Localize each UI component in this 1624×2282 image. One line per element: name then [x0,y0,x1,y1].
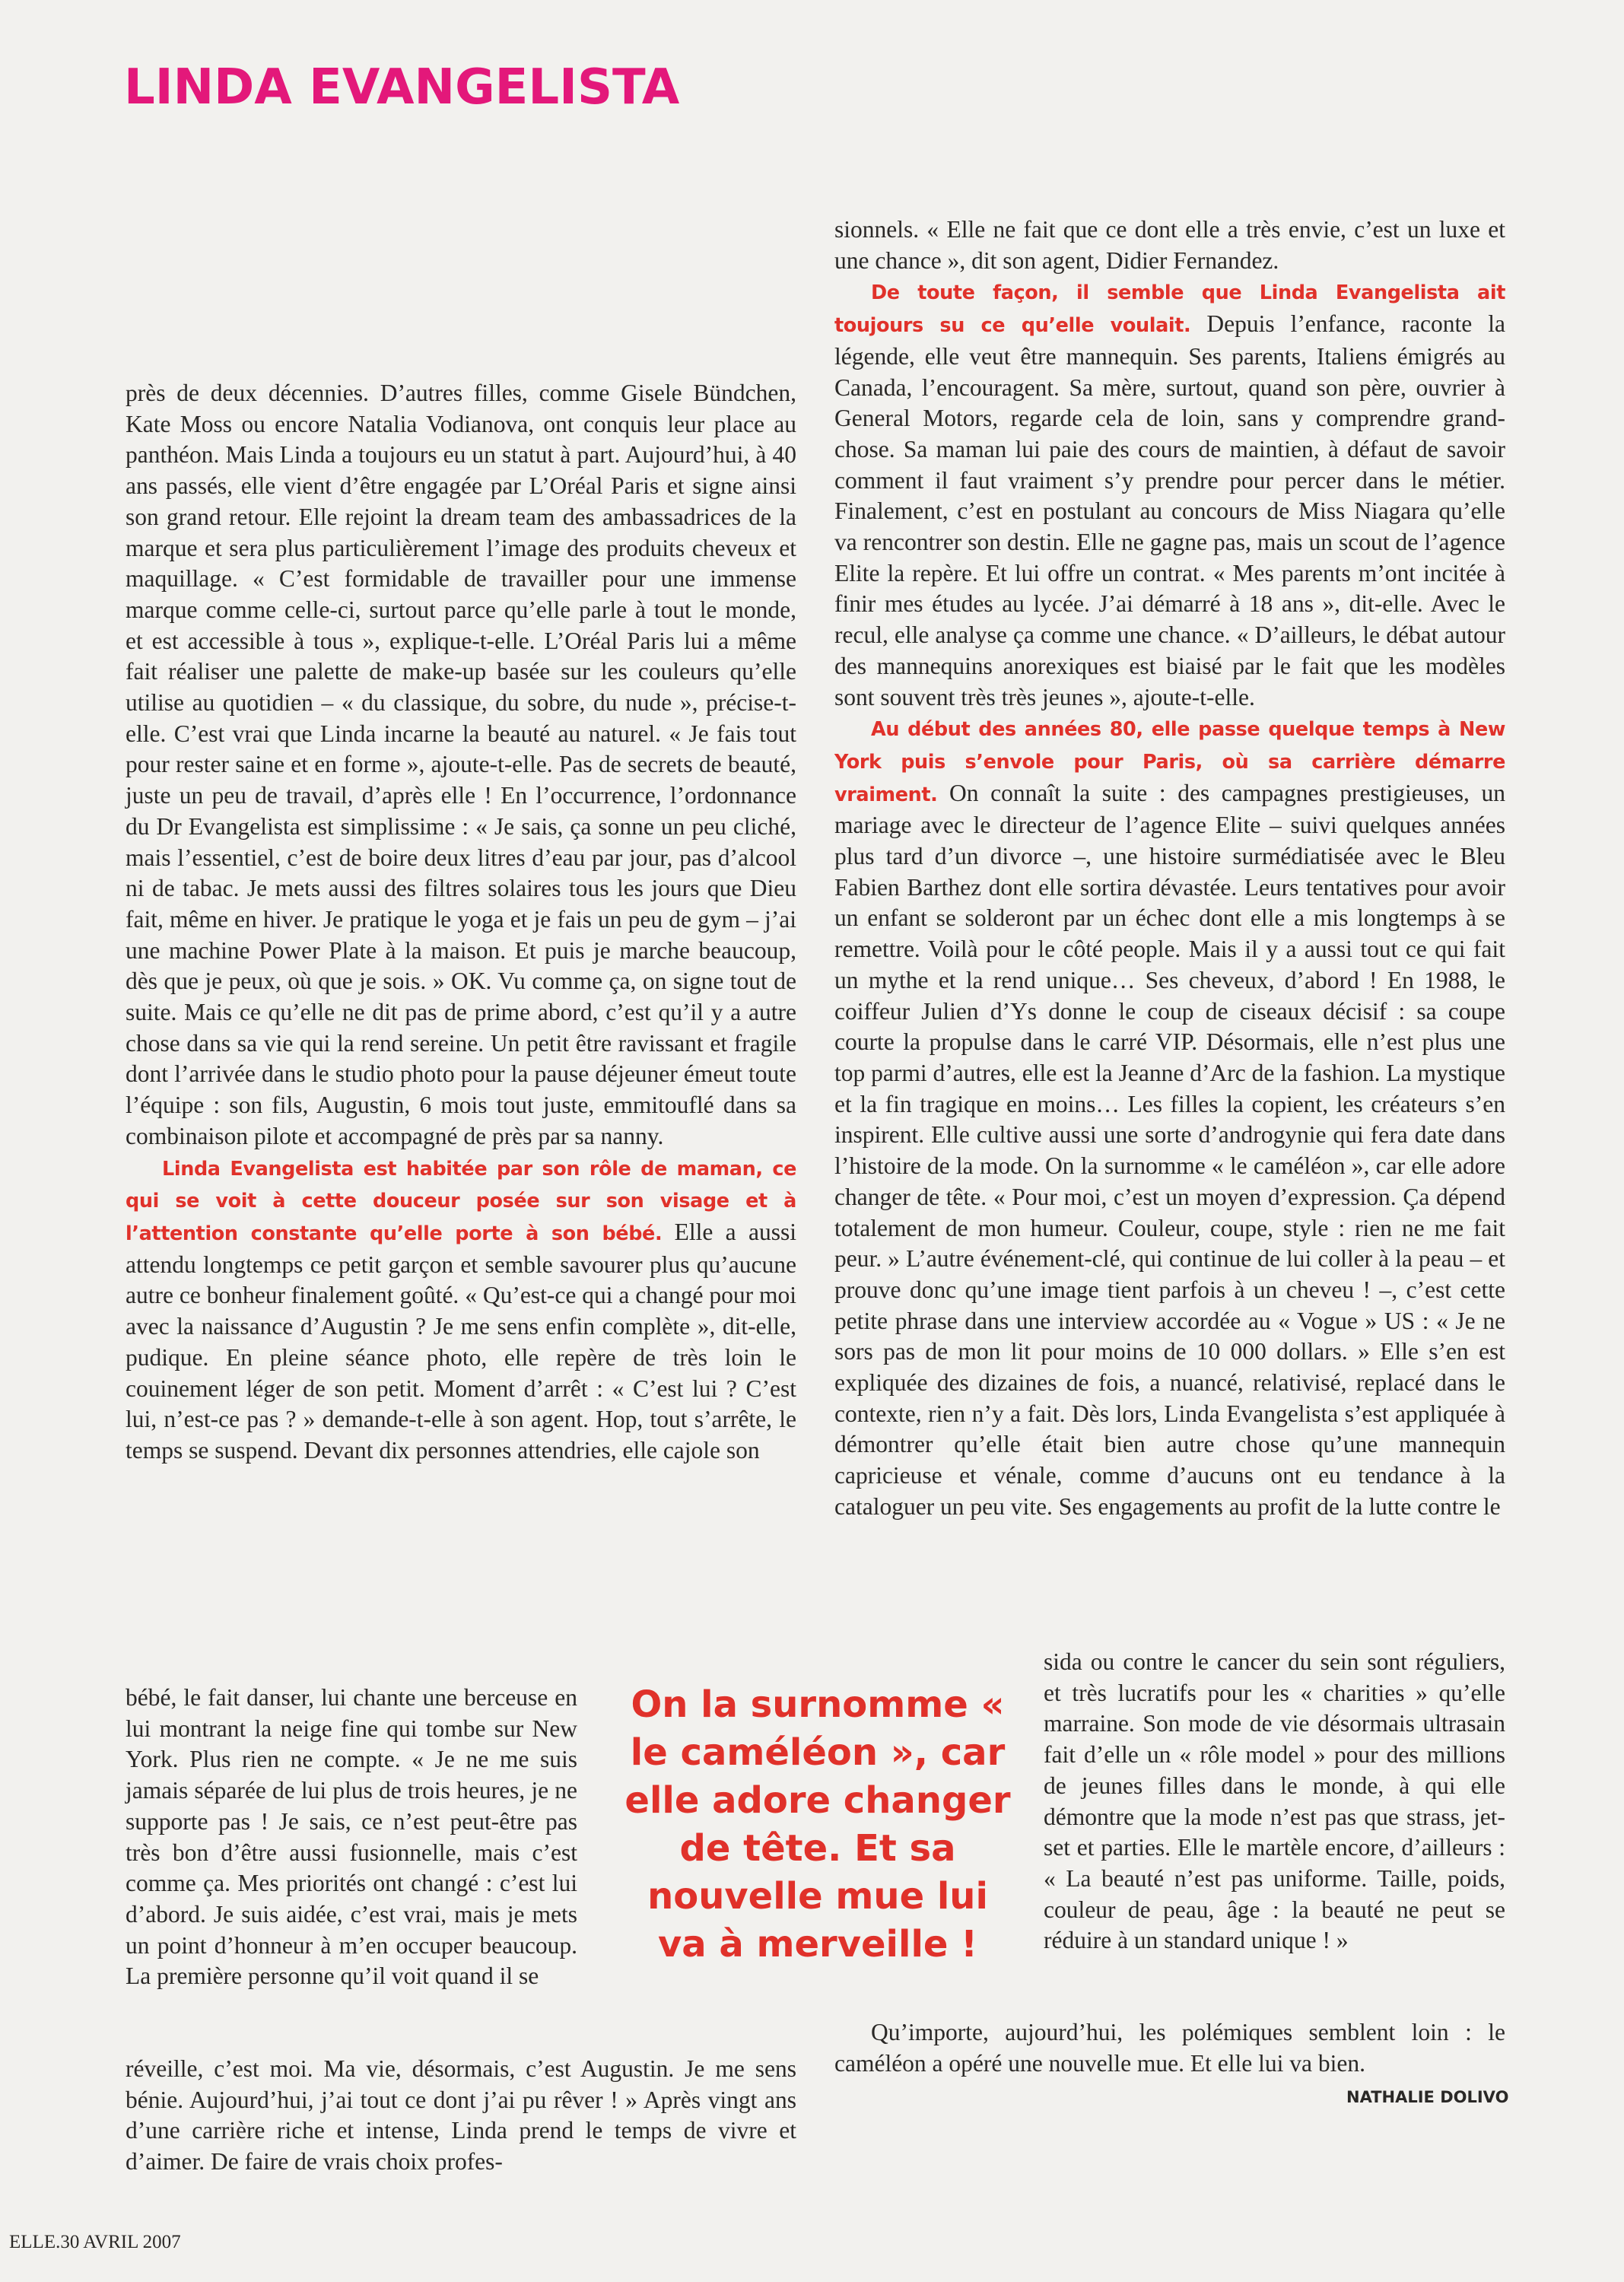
page-title: LINDA EVANGELISTA [124,59,680,116]
paragraph [834,276,1505,713]
author-byline: NATHALIE DOLIVO [1346,2088,1509,2106]
paragraph [126,1152,796,1467]
paragraph: bébé, le fait danser, lui chante une berceuse en lui montrant la neige fine qui tombe sur New York. Plus rien ne compte. « Je ne me suis jamais séparée de lui plus de trois heures, je ne supporte pas ! Je sais, ce n’est peut-être pas très bon d’être aussi fusionnelle, mais c’est comme ça. Mes priorités ont changé : c’est lui d’abord. Je suis aidée, c’est vrai, mais je mets un point d’honneur à m’en occuper beaucoup. La première personne qu’il voit quand il se [126,1684,577,1990]
paragraph-body: On connaît la suite : des campagnes prestigieuses, un mariage avec le directeur de l’agence Elite – suivi quelques années plus tard d’un divorce –, une histoire surmédiatisée avec le Bleu Fabien Barthez dont elle sortira dévastée. Leurs tentatives pour avoir un enfant se solderont par un échec dont elle a mis longtemps à se remettre. Voilà pour le côté people. Mais il y a aussi tout ce qui fait un mythe et la rend unique… Ses cheveux, d’abord ! En 1988, le coiffeur Julien d’Ys donne le coup de ciseaux décisif : sa coupe courte la propulse dans le carré VIP. Désormais, elle n’est plus une top parmi d’autres, elle est la Jeanne d’Arc de la fashion. La mystique et la fin tragique en moins… Les filles la copient, les créateurs s’en inspirent. Elle cultive aussi une sorte d’androgynie qui fera date dans l’histoire de la mode. On la surnomme « le caméléon », car elle adore changer de tête. « Pour moi, c’est un moyen d’expression. Ça dépend totalement de mon humeur. Couleur, coupe, style : rien ne me fait peur. » L’autre événement-clé, qui continue de lui coller à la peau – et prouve donc qu’une image tient parfois à un cheveu ! –, c’est cette petite phrase dans une interview accordée au « Vogue » US : « Je ne sors pas de mon lit pour moins de 10 000 dollars. » Elle s’en est expliquée des dizaines de fois, a nuancé, relativisé, replacé dans le contexte, rien n’y a fait. Dès lors, Linda Evangelista s’est appliquée à démontrer qu’elle était bien autre chose qu’une mannequin capricieuse et vénale, comme d’aucuns ont eu tendance à la cataloguer un peu vite. Ses engagements au profit de la lutte contre le [834,779,1505,1520]
paragraph: sionnels. « Elle ne fait que ce dont elle a très envie, c’est un luxe et une chance », dit son agent, Didier Fernandez. [834,216,1505,274]
paragraph-lead: De toute façon, il semble que Linda Evangelista ait toujours su ce qu’elle voulait. [834,281,1505,338]
paragraph-body: Depuis l’enfance, raconte la légende, elle veut être mannequin. Ses parents, Italiens émigrés au Canada, l’encouragent. Sa mère, surtout, quand son père, ouvrier à General Motors, regarde cela de loin, sans y comprendre grand-chose. Sa maman lui paie des cours de maintien, à défaut de savoir comment il faut vraiment s’y prendre pour percer dans le métier. Finalement, c’est en postulant au concours de Miss Niagara qu’elle va rencontrer son destin. Elle ne gagne pas, mais un scout de l’agence Elite la repère. Et lui offre un contrat. « Mes parents m’ont incitée à finir mes études au lycée. J’ai démarré à 18 ans », dit-elle. Avec le recul, elle analyse ça comme une chance. « D’ailleurs, le débat autour des mannequins anorexiques est biaisé par le fait que les modèles sont souvent très très jeunes », ajoute-t-elle. [834,310,1505,710]
article-column-left-bottom [126,2054,796,2178]
paragraph-body: Elle a aussi attendu longtemps ce petit garçon et semble savourer plus qu’aucune autre ce bonheur finalement goûté. « Qu’est-ce qui a changé pour moi avec la naissance d’Augustin ? Je me sens enfin complète », dit-elle, pudique. En pleine séance photo, elle repère de très loin le couinement léger de son petit. Moment d’arrêt : « C’est lui ? C’est lui, n’est-ce pas ? » demande-t-elle à son agent. Hop, tout s’arrête, le temps se suspend. Devant dix personnes attendries, elle cajole son [126,1218,796,1464]
paragraph [834,713,1505,1522]
paragraph: sida ou contre le cancer du sein sont réguliers, et très lucratifs pour les « charities » qu’elle marraine. Son mode de vie désormais ultrasain fait d’elle un « rôle model » pour des millions de jeunes filles dans le monde, à qui elle démontre que la mode n’est pas que strass, jet-set et parties. Elle le martèle encore, d’ailleurs : « La beauté n’est pas uniforme. Taille, poids, couleur de peau, âge : la beauté ne peut se réduire à un standard unique ! » [1044,1648,1505,1954]
pull-quote: On la surnomme « le caméléon », car elle adore changer de tête. Et sa nouvelle mue lui va à merveille ! [624,1683,1011,1966]
article-column-right-bottom [834,2017,1505,2079]
paragraph: réveille, c’est moi. Ma vie, désormais, c’est Augustin. Je me sens bénie. Aujourd’hui, j’ai tout ce dont j’ai pu rêver ! » Après vingt ans d’une carrière riche et intense, Linda prend le temps de vivre et d’aimer. De faire de vrais choix profes- [126,2055,796,2176]
paragraph: Qu’importe, aujourd’hui, les polémiques semblent loin : le caméléon a opéré une nouvelle mue. Et elle lui va bien. [834,2019,1505,2077]
paragraph: près de deux décennies. D’autres filles, comme Gisele Bündchen, Kate Moss ou encore Natalia Vodianova, ont conquis leur place au panthéon. Mais Linda a toujours eu un statut à part. Aujourd’hui, à 40 ans passés, elle vient d’être engagée par L’Oréal Paris et signe ainsi son grand retour. Elle rejoint la dream team des ambassadrices de la marque et sera plus particulièrement l’image des produits cheveux et maquillage. « C’est formidable de travailler pour une immense marque comme celle-ci, surtout parce qu’elle parle à tout le monde, et est accessible à tous », explique-t-elle. L’Oréal Paris lui a même fait réaliser une palette de make-up basée sur les couleurs qu’elle utilise au quotidien – « du classique, du sobre, du nude », précise-t-elle. C’est vrai que Linda incarne la beauté au naturel. « Je fais tout pour rester saine et en forme », ajoute-t-elle. Pas de secrets de beauté, juste un peu de travail, d’après elle ! En l’occurrence, l’ordonnance du Dr Evangelista est simplissime : « Je sais, ça sonne un peu cliché, mais l’essentiel, c’est de boire deux litres d’eau par jour, pas d’alcool ni de tabac. Je mets aussi des filtres solaires tous les jours que Dieu fait, même en hiver. Je pratique le yoga et je fais un peu de gym – j’ai une machine Power Plate à la maison. Et puis je marche beaucoup, dès que je peux, où que je sois. » OK. Vu comme ça, on signe tout de suite. Mais ce qu’elle ne dit pas de prime abord, c’est qu’il y a autre chose dans sa vie qui la rend sereine. Un petit être ravissant et fragile dont l’arrivée dans le studio photo pour la pause déjeuner émeut toute l’équipe : son fils, Augustin, 6 mois tout juste, emmitouflé dans sa combinaison pilote et accompagné de près par sa nanny. [126,380,796,1149]
page-folio: ELLE.30 AVRIL 2007 [9,2232,181,2252]
article-column-right [834,215,1505,1523]
article-column-left [126,378,796,1467]
article-column-left-narrow [126,1683,577,1992]
paragraph-lead: Linda Evangelista est habitée par son rôle de maman, ce qui se voit à cette douceur posée sur son visage et à l’attention constante qu’elle porte à son bébé. [126,1157,796,1245]
article-column-right-narrow [1044,1647,1505,1956]
paragraph-lead: Au début des années 80, elle passe quelque temps à New York puis s’envole pour Paris, où sa carrière démarre vraiment. [834,718,1505,806]
